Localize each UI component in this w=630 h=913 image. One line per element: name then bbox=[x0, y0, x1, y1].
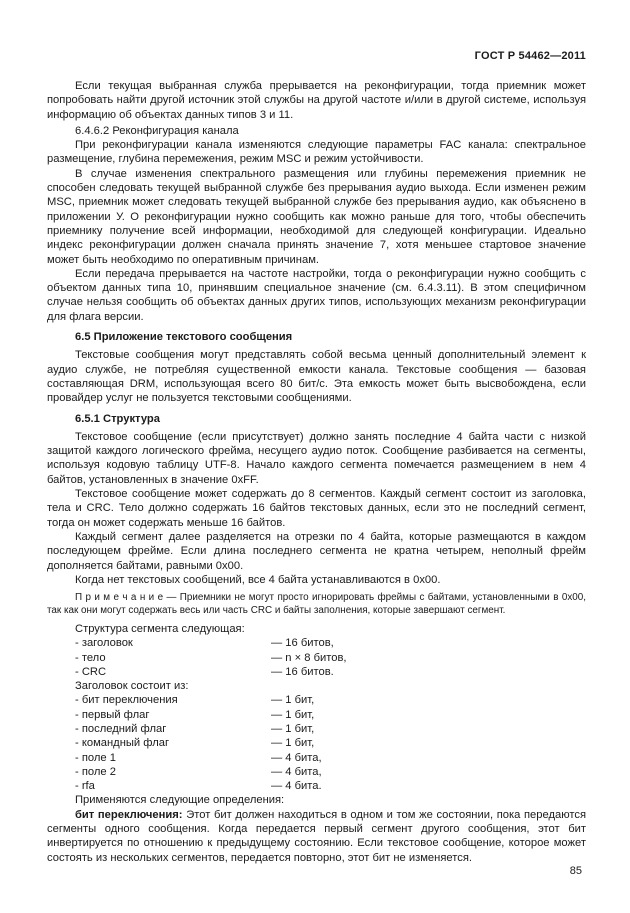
heading-6-5: 6.5 Приложение текстового сообщения bbox=[75, 331, 293, 344]
list-term: - поле 2 bbox=[75, 765, 116, 778]
list-value: — 4 бита. bbox=[271, 780, 322, 793]
list-term: - первый флаг bbox=[75, 708, 150, 721]
heading-6-4-6-2: 6.4.6.2 Реконфигурация канала bbox=[75, 124, 239, 137]
list-term: - командный флаг bbox=[75, 737, 170, 750]
note-paragraph: П р и м е ч а н и е — Приемники не могут просто игнорировать фреймы с байтами, установленными в 0x00, так как они могут содержать весь или часть CRC и байты заполнения, которые завершают сегмент. bbox=[47, 592, 586, 616]
definitions-intro: Применяются следующие определения: bbox=[75, 794, 285, 807]
list-value: — 1 бит, bbox=[271, 737, 315, 750]
document-code: ГОСТ Р 54462—2011 bbox=[474, 50, 586, 62]
header-field-item bbox=[75, 765, 586, 779]
paragraph-segments: Текстовое сообщение может содержать до 8 сегментов. Каждый сегмент состоит из заголовка, тела и CRC. Тело должно содержать 16 байтов текстовых данных, если это не последний сегмент, тогда он может содержать меньше 16 байтов. bbox=[47, 488, 586, 529]
list-value: — 1 бит, bbox=[271, 722, 315, 735]
header-field-item bbox=[75, 779, 586, 793]
list-term: - последний флаг bbox=[75, 722, 167, 735]
segment-structure-intro: Структура сегмента следующая: bbox=[75, 622, 245, 635]
paragraph-no-messages: Когда нет текстовых сообщений, все 4 байта устанавливаются в 0x00. bbox=[75, 573, 441, 586]
list-value: — 16 битов. bbox=[271, 665, 334, 678]
paragraph-structure-bytes: Текстовое сообщение (если присутствует) должно занять последние 4 байта части с низкой защитой каждого логического фрейма, несущего аудио поток. Сообщение разбивается на сегменты, используя кодовую таблицу UTF-8. Начало каждого сегмента помечается размещением в нем 4 байтов, установленных в значение 0xFF. bbox=[47, 430, 586, 486]
header-field-item bbox=[75, 751, 586, 765]
segment-structure-item bbox=[75, 665, 586, 679]
segment-structure-item bbox=[75, 651, 586, 665]
page-content bbox=[47, 79, 586, 865]
list-value: — 16 битов, bbox=[271, 637, 334, 650]
list-term: - заголовок bbox=[75, 637, 133, 650]
header-fields-intro: Заголовок состоит из: bbox=[75, 680, 189, 693]
list-term: - CRC bbox=[75, 665, 107, 678]
list-term: - тело bbox=[75, 651, 106, 664]
paragraph-toggle-bit-definition bbox=[47, 808, 586, 865]
header-field-item bbox=[75, 722, 586, 736]
paragraph-text-messages-intro: Текстовые сообщения могут представлять собой весьма ценный дополнительный элемент к аудио службе, не потребляя существенной емкости канала. Текстовые сообщения — базовая составляющая DRM, использующая всего 80 бит/с. Эта емкость может быть высвобождена, если провайдер услуг не пользуется текстовыми сообщениями. bbox=[47, 349, 586, 405]
list-value: — n × 8 битов, bbox=[271, 651, 347, 664]
definition-text: Этот бит должен находиться в одном и том же состоянии, пока передаются сегменты одного сообщения. Когда передается первый сегмент другого сообщения, этот бит инвертируется по отношению к предыдущему состоянию. Если текстовое сообщение, которое может состоять из нескольких сегментов, передается повторно, этот бит не изменяется. bbox=[47, 808, 587, 864]
header-field-item bbox=[75, 736, 586, 750]
header-field-item bbox=[75, 708, 586, 722]
segment-structure-item bbox=[75, 636, 586, 650]
paragraph-pieces: Каждый сегмент далее разделяется на отрезки по 4 байта, которые размещаются в каждом последующем фрейме. Если длина последнего сегмента не кратна четырем, неполный фрейм дополняется байтами, равными 0x00. bbox=[47, 530, 586, 572]
paragraph-fac-params: При реконфигурации канала изменяются следующие параметры FAC канала: спектральное размещение, глубина перемежения, режим MSC и режим устойчивости. bbox=[47, 139, 586, 166]
list-value: — 4 бита, bbox=[271, 751, 322, 764]
list-value: — 4 бита, bbox=[271, 765, 322, 778]
list-term: - бит переключения bbox=[75, 694, 178, 707]
paragraph-service-reconfig: Если текущая выбранная служба прерывается на реконфигурации, тогда приемник может попробовать найти другой источник этой службы на другой частоте и/или в другой системе, используя информацию об объектах данных типов 3 и 11. bbox=[47, 80, 586, 121]
list-term: - rfa bbox=[75, 780, 95, 793]
header-field-item bbox=[75, 693, 586, 707]
list-value: — 1 бит, bbox=[271, 694, 315, 707]
heading-6-5-1: 6.5.1 Структура bbox=[75, 412, 160, 425]
page-number: 85 bbox=[569, 865, 582, 877]
definition-term: бит переключения: bbox=[75, 808, 183, 821]
paragraph-spectral-change: В случае изменения спектрального размещения или глубины перемежения приемник не способен следовать текущей выбранной службе без прерывания аудио выхода. Если изменен режим MSC, приемник может следовать текущей выбранной службе без прерывания аудио, как объяснено в приложении У. О реконфигурации нужно сообщить как можно раньше для того, чтобы обеспечить приемнику получение всей информации, необходимой для следующей конфигурации. Идеально индекс реконфигурации должен сначала принять значение 7, хотя меньшее стартовое значение может быть необходимо по оперативным причинам. bbox=[47, 167, 586, 266]
list-value: — 1 бит, bbox=[271, 708, 315, 721]
list-term: - поле 1 bbox=[75, 751, 116, 764]
paragraph-tuned-frequency: Если передача прерывается на частоте настройки, тогда о реконфигурации нужно сообщить с объектом данных типа 10, принявшим специальное значение (см. 6.4.3.11). В этом специфичном случае нельзя сообщить об объектах данных других типов, использующих механизм реконфигурации для флага версии. bbox=[47, 267, 586, 323]
